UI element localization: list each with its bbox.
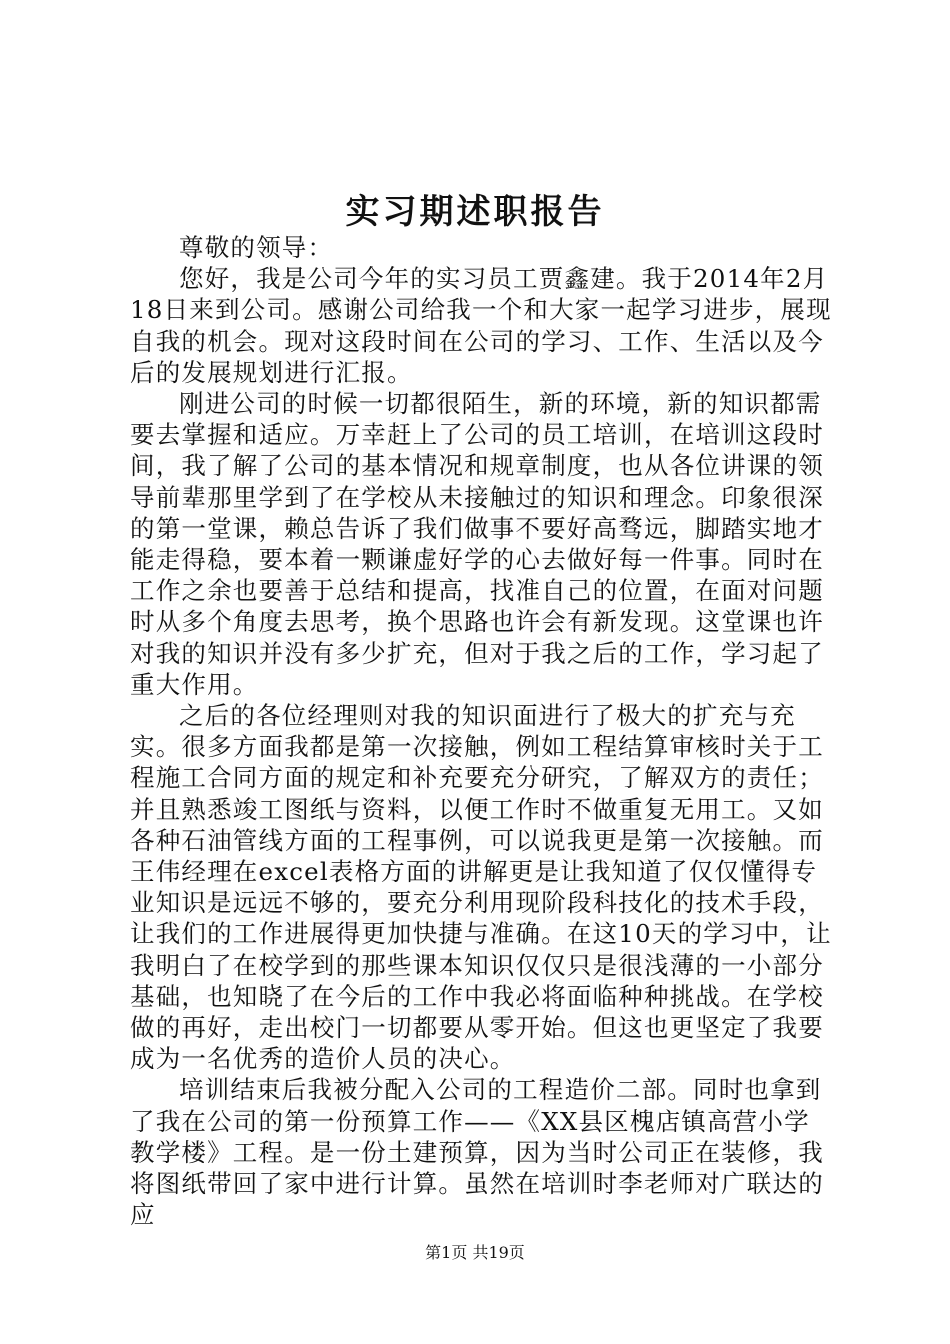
- salutation: 尊敬的领导：: [179, 233, 334, 262]
- paragraph-2: 刚进公司的时候一切都很陌生，新的环境，新的知识都需要去掌握和适应。万幸赶上了公司的员工培训，在培训这段时间，我了解了公司的基本情况和规章制度，也从各位讲课的领导前辈那里学到了在学校从未接触过的知识和理念。印象很深的第一堂课，赖总告诉了我们做事不要好高骛远，脚踏实地才能走得稳，要本着一颗谦虚好学的心去做好每一件事。同时在工作之余也要善于总结和提高，找准自己的位置，在面对问题时从多个角度去思考，换个思路也许会有新发现。这堂课也许对我的知识并没有多少扩充，但对于我之后的工作，学习起了重大作用。: [130, 389, 824, 699]
- page-number-footer: 第1页 共19页: [425, 1243, 525, 1262]
- paragraph-4: 培训结束后我被分配入公司的工程造价二部。同时也拿到了我在公司的第一份预算工作——《XX县区槐店镇高营小学教学楼》工程。是一份土建预算，因为当时公司正在装修，我将图纸带回了家中进行计算。虽然在培训时李老师对广联达的应: [130, 1075, 824, 1230]
- document-body: [130, 232, 835, 1231]
- document-title: 实习期述职报告: [345, 192, 605, 232]
- paragraph-3: 之后的各位经理则对我的知识面进行了极大的扩充与充实。很多方面我都是第一次接触，例如工程结算审核时关于工程施工合同方面的规定和补充要充分研究，了解双方的责任；并且熟悉竣工图纸与资料，以便工作时不做重复无用工。又如各种石油管线方面的工程事例，可以说我更是第一次接触。而王伟经理在excel表格方面的讲解更是让我知道了仅仅懂得专业知识是远远不够的，要充分利用现阶段科技化的技术手段，让我们的工作进展得更加快捷与准确。在这10天的学习中，让我明白了在校学到的那些课本知识仅仅只是很浅薄的一小部分基础，也知晓了在今后的工作中我必将面临种种挑战。在学校做的再好，走出校门一切都要从零开始。但这也更坚定了我要成为一名优秀的造价人员的决心。: [130, 701, 832, 1074]
- paragraph-1: 您好，我是公司今年的实习员工贾鑫建。我于2014年2月18日来到公司。感谢公司给我一个和大家一起学习进步，展现自我的机会。现对这段时间在公司的学习、工作、生活以及今后的发展规划进行汇报。: [130, 264, 832, 387]
